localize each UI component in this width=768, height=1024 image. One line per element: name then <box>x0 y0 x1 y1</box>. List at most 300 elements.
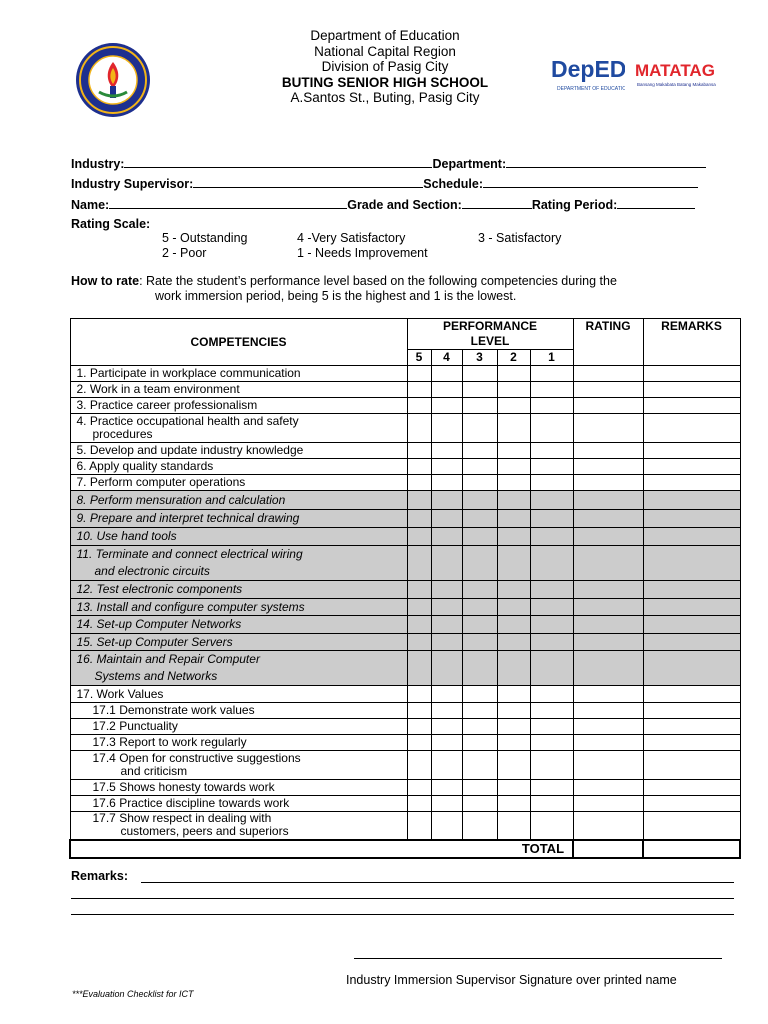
competency-text: 17.1 Demonstrate work values <box>92 703 255 717</box>
level-2-cell[interactable] <box>497 735 530 751</box>
header-block <box>200 28 570 106</box>
level-5-cell[interactable] <box>407 616 431 634</box>
total-label: TOTAL <box>70 840 573 858</box>
table-row <box>70 510 740 528</box>
signature-line[interactable] <box>354 958 722 959</box>
rating-cell[interactable] <box>573 475 643 491</box>
remarks-cell[interactable] <box>643 735 740 751</box>
level-3-cell[interactable] <box>462 443 497 459</box>
remarks-cell[interactable] <box>643 616 740 634</box>
rating-period-label: Rating Period: <box>531 198 618 212</box>
table-row <box>70 475 740 491</box>
competency-label <box>70 528 407 546</box>
matatag-logo <box>634 56 726 90</box>
table-row <box>70 382 740 398</box>
rating-cell[interactable] <box>573 366 643 382</box>
level-2-cell[interactable] <box>497 634 530 651</box>
level-4-cell[interactable] <box>431 780 462 796</box>
competency-text: 17.5 Shows honesty towards work <box>92 780 275 794</box>
level-3-header: 3 <box>462 350 497 366</box>
table-row <box>70 651 740 686</box>
competency-label <box>70 686 407 703</box>
level-4-cell[interactable] <box>431 491 462 510</box>
table-row <box>70 414 740 443</box>
level-5-cell[interactable] <box>407 510 431 528</box>
level-5-cell[interactable] <box>407 780 431 796</box>
rating-cell[interactable] <box>573 528 643 546</box>
level-2-cell[interactable] <box>497 528 530 546</box>
total-remarks-cell[interactable] <box>643 840 740 858</box>
competency-text: 10. Use hand tools <box>76 529 177 543</box>
rating-cell[interactable] <box>573 382 643 398</box>
level-1-cell[interactable] <box>530 796 573 812</box>
table-row <box>70 719 740 735</box>
rating-cell[interactable] <box>573 686 643 703</box>
competency-text: 2. Work in a team environment <box>76 382 240 396</box>
header-competencies: COMPETENCIES <box>70 319 407 366</box>
level-1-cell[interactable] <box>530 812 573 840</box>
level-3-cell[interactable] <box>462 686 497 703</box>
level-3-cell[interactable] <box>462 528 497 546</box>
header-level-text: LEVEL <box>470 334 510 348</box>
remarks-cell[interactable] <box>643 581 740 599</box>
table-row <box>70 703 740 719</box>
remarks-cell[interactable] <box>643 382 740 398</box>
remarks-line-2[interactable] <box>71 898 734 899</box>
level-4-cell[interactable] <box>431 616 462 634</box>
remarks-cell[interactable] <box>643 599 740 616</box>
level-1-cell[interactable] <box>530 616 573 634</box>
level-2-cell[interactable] <box>497 796 530 812</box>
remarks-cell[interactable] <box>643 459 740 475</box>
level-2-cell[interactable] <box>497 510 530 528</box>
competency-text: 11. Terminate and connect electrical wiring <box>76 547 303 561</box>
rating-cell[interactable] <box>573 443 643 459</box>
level-3-cell[interactable] <box>462 414 497 443</box>
rating-cell[interactable] <box>573 616 643 634</box>
level-4-cell[interactable] <box>431 686 462 703</box>
remarks-cell[interactable] <box>643 703 740 719</box>
level-3-cell[interactable] <box>462 796 497 812</box>
level-4-cell[interactable] <box>431 382 462 398</box>
rating-scale-5: 5 - Outstanding <box>162 231 248 245</box>
rating-scale-3: 3 - Satisfactory <box>478 231 562 245</box>
schedule-field[interactable] <box>483 175 698 188</box>
department-field[interactable] <box>506 155 706 168</box>
competency-label <box>70 599 407 616</box>
competency-text: 17. Work Values <box>76 686 164 701</box>
competency-label <box>70 414 407 443</box>
level-1-cell[interactable] <box>530 703 573 719</box>
grade-section-label: Grade and Section: <box>347 198 462 212</box>
table-row <box>70 686 740 703</box>
level-4-cell[interactable] <box>431 796 462 812</box>
rating-cell[interactable] <box>573 812 643 840</box>
level-5-cell[interactable] <box>407 528 431 546</box>
level-5-cell[interactable] <box>407 751 431 780</box>
competency-text: 17.2 Punctuality <box>92 719 178 733</box>
level-3-cell[interactable] <box>462 751 497 780</box>
school-seal-logo <box>75 42 151 118</box>
level-5-cell[interactable] <box>407 599 431 616</box>
level-4-cell[interactable] <box>431 751 462 780</box>
competency-label <box>70 459 407 475</box>
competency-text: 12. Test electronic components <box>76 582 243 596</box>
level-2-cell[interactable] <box>497 581 530 599</box>
rating-cell[interactable] <box>573 459 643 475</box>
table-row <box>70 443 740 459</box>
competency-text: 16. Maintain and Repair Computer <box>76 652 260 666</box>
level-1-cell[interactable] <box>530 510 573 528</box>
total-rating-cell[interactable] <box>573 840 643 858</box>
level-2-cell[interactable] <box>497 616 530 634</box>
competency-text: 8. Perform mensuration and calculation <box>76 492 286 507</box>
level-1-cell[interactable] <box>530 528 573 546</box>
level-3-cell[interactable] <box>462 546 497 581</box>
how-to-rate-line1 <box>71 274 617 288</box>
header-address: A.Santos St., Buting, Pasig City <box>290 90 480 105</box>
remarks-cell[interactable] <box>643 634 740 651</box>
level-5-header: 5 <box>407 350 431 366</box>
table-row <box>70 581 740 599</box>
table-row <box>70 751 740 780</box>
industry-supervisor-field[interactable] <box>193 175 423 188</box>
remarks-label: Remarks: <box>71 869 128 883</box>
grade-section-field[interactable] <box>462 196 532 209</box>
competency-label <box>70 780 407 796</box>
competency-text: 17.7 Show respect in dealing with <box>92 811 272 826</box>
header-remarks: REMARKS <box>643 319 740 366</box>
level-4-cell[interactable] <box>431 634 462 651</box>
level-1-cell[interactable] <box>530 599 573 616</box>
level-4-cell[interactable] <box>431 398 462 414</box>
industry-field[interactable] <box>124 155 432 168</box>
competency-table <box>69 318 741 859</box>
remarks-line-3[interactable] <box>71 914 734 915</box>
level-1-cell[interactable] <box>530 475 573 491</box>
competency-label <box>70 719 407 735</box>
level-5-cell[interactable] <box>407 398 431 414</box>
level-4-cell[interactable] <box>431 366 462 382</box>
competency-label <box>70 382 407 398</box>
level-1-cell[interactable] <box>530 398 573 414</box>
how-to-rate-label: How to rate <box>71 274 140 288</box>
level-3-cell[interactable] <box>462 459 497 475</box>
level-2-cell[interactable] <box>497 491 530 510</box>
table-row <box>70 634 740 651</box>
competency-text-continued: Systems and Networks <box>94 669 218 683</box>
remarks-cell[interactable] <box>643 366 740 382</box>
level-1-cell[interactable] <box>530 686 573 703</box>
remarks-cell[interactable] <box>643 812 740 840</box>
competency-label <box>70 475 407 491</box>
level-3-cell[interactable] <box>462 651 497 686</box>
total-row <box>70 840 740 858</box>
level-1-cell[interactable] <box>530 780 573 796</box>
level-5-cell[interactable] <box>407 686 431 703</box>
rating-cell[interactable] <box>573 719 643 735</box>
rating-cell[interactable] <box>573 796 643 812</box>
rating-cell[interactable] <box>573 634 643 651</box>
remarks-cell[interactable] <box>643 719 740 735</box>
competency-text: 17.4 Open for constructive suggestions <box>92 751 301 765</box>
competency-text: 4. Practice occupational health and safety <box>76 414 299 428</box>
level-4-cell[interactable] <box>431 510 462 528</box>
rating-scale-label: Rating Scale: <box>71 217 151 231</box>
level-5-cell[interactable] <box>407 443 431 459</box>
level-5-cell[interactable] <box>407 475 431 491</box>
rating-cell[interactable] <box>573 780 643 796</box>
competency-text: 17.3 Report to work regularly <box>92 735 247 749</box>
level-1-cell[interactable] <box>530 546 573 581</box>
competency-text: 3. Practice career professionalism <box>76 398 258 412</box>
remarks-cell[interactable] <box>643 398 740 414</box>
industry-label: Industry: <box>71 157 125 171</box>
remarks-cell[interactable] <box>643 651 740 686</box>
rating-cell[interactable] <box>573 703 643 719</box>
competency-label <box>70 651 407 686</box>
competency-text: 1. Participate in workplace communication <box>76 366 301 380</box>
table-row <box>70 616 740 634</box>
header-department: Department of Education <box>310 28 460 43</box>
level-5-cell[interactable] <box>407 546 431 581</box>
info-row-name <box>71 196 721 212</box>
level-2-cell[interactable] <box>497 751 530 780</box>
signature-caption: Industry Immersion Supervisor Signature over printed name <box>346 973 677 987</box>
level-2-cell[interactable] <box>497 398 530 414</box>
level-2-cell[interactable] <box>497 459 530 475</box>
level-5-cell[interactable] <box>407 812 431 840</box>
competency-label <box>70 634 407 651</box>
level-3-cell[interactable] <box>462 812 497 840</box>
competency-text-continued: and electronic circuits <box>94 564 210 578</box>
competency-text: 6. Apply quality standards <box>76 459 214 473</box>
level-5-cell[interactable] <box>407 735 431 751</box>
competency-label <box>70 546 407 581</box>
level-1-cell[interactable] <box>530 382 573 398</box>
competency-label <box>70 491 407 510</box>
rating-cell[interactable] <box>573 599 643 616</box>
level-2-cell[interactable] <box>497 703 530 719</box>
level-4-cell[interactable] <box>431 812 462 840</box>
table-row <box>70 735 740 751</box>
level-3-cell[interactable] <box>462 475 497 491</box>
competency-text: 13. Install and configure computer systems <box>76 599 305 614</box>
competency-text: 14. Set-up Computer Networks <box>76 617 242 631</box>
header-rating: RATING <box>573 319 643 366</box>
rating-cell[interactable] <box>573 581 643 599</box>
level-3-cell[interactable] <box>462 599 497 616</box>
rating-cell[interactable] <box>573 651 643 686</box>
level-5-cell[interactable] <box>407 703 431 719</box>
header-division: Division of Pasig City <box>321 59 449 74</box>
level-3-cell[interactable] <box>462 703 497 719</box>
info-row-supervisor <box>71 175 721 191</box>
table-row <box>70 459 740 475</box>
table-row <box>70 812 740 840</box>
remarks-cell[interactable] <box>643 414 740 443</box>
level-3-cell[interactable] <box>462 780 497 796</box>
level-2-cell[interactable] <box>497 382 530 398</box>
level-4-header: 4 <box>431 350 462 366</box>
level-4-cell[interactable] <box>431 475 462 491</box>
level-4-cell[interactable] <box>431 414 462 443</box>
competency-label <box>70 398 407 414</box>
level-3-cell[interactable] <box>462 382 497 398</box>
level-3-cell[interactable] <box>462 398 497 414</box>
table-row <box>70 780 740 796</box>
remarks-cell[interactable] <box>643 528 740 546</box>
remarks-cell[interactable] <box>643 491 740 510</box>
level-1-cell[interactable] <box>530 634 573 651</box>
level-4-cell[interactable] <box>431 703 462 719</box>
competency-label <box>70 366 407 382</box>
competency-text: 15. Set-up Computer Servers <box>76 634 233 649</box>
level-5-cell[interactable] <box>407 634 431 651</box>
table-row <box>70 528 740 546</box>
level-2-cell[interactable] <box>497 651 530 686</box>
table-row <box>70 599 740 616</box>
level-4-cell[interactable] <box>431 581 462 599</box>
matatag-logo-text: MATATAG <box>635 61 715 80</box>
level-3-cell[interactable] <box>462 491 497 510</box>
level-5-cell[interactable] <box>407 651 431 686</box>
schedule-label: Schedule: <box>423 177 483 191</box>
remarks-cell[interactable] <box>643 443 740 459</box>
level-5-cell[interactable] <box>407 719 431 735</box>
header-performance-level <box>407 319 573 350</box>
rating-cell[interactable] <box>573 398 643 414</box>
level-3-cell[interactable] <box>462 510 497 528</box>
level-1-cell[interactable] <box>530 491 573 510</box>
level-4-cell[interactable] <box>431 459 462 475</box>
rating-cell[interactable] <box>573 491 643 510</box>
level-1-header: 1 <box>530 350 573 366</box>
level-5-cell[interactable] <box>407 796 431 812</box>
deped-logo-text: DepED <box>551 56 625 82</box>
competency-label <box>70 812 407 840</box>
level-3-cell[interactable] <box>462 366 497 382</box>
level-2-cell[interactable] <box>497 599 530 616</box>
level-4-cell[interactable] <box>431 443 462 459</box>
level-1-cell[interactable] <box>530 459 573 475</box>
level-1-cell[interactable] <box>530 751 573 780</box>
level-4-cell[interactable] <box>431 651 462 686</box>
competency-label <box>70 735 407 751</box>
how-to-rate-text1: : Rate the student’s performance level based on the following competencies during the <box>139 274 617 288</box>
level-4-cell[interactable] <box>431 599 462 616</box>
level-4-cell[interactable] <box>431 528 462 546</box>
footer-note: ***Evaluation Checklist for ICT <box>72 989 194 999</box>
rating-cell[interactable] <box>573 735 643 751</box>
remarks-cell[interactable] <box>643 751 740 780</box>
level-3-cell[interactable] <box>462 616 497 634</box>
level-4-cell[interactable] <box>431 735 462 751</box>
info-row-industry <box>71 155 721 171</box>
remarks-cell[interactable] <box>643 796 740 812</box>
table-row <box>70 398 740 414</box>
level-2-cell[interactable] <box>497 443 530 459</box>
level-2-header: 2 <box>497 350 530 366</box>
level-1-cell[interactable] <box>530 581 573 599</box>
competency-label <box>70 510 407 528</box>
industry-supervisor-label: Industry Supervisor: <box>71 177 194 191</box>
rating-cell[interactable] <box>573 414 643 443</box>
level-2-cell[interactable] <box>497 780 530 796</box>
remarks-cell[interactable] <box>643 686 740 703</box>
level-2-cell[interactable] <box>497 686 530 703</box>
competency-label <box>70 581 407 599</box>
level-2-cell[interactable] <box>497 719 530 735</box>
competency-label <box>70 616 407 634</box>
level-5-cell[interactable] <box>407 459 431 475</box>
matatag-logo-subtext: Bansang Makabata Batang Makabansa <box>637 82 716 87</box>
deped-logo <box>549 50 625 96</box>
level-4-cell[interactable] <box>431 719 462 735</box>
department-label: Department: <box>432 157 507 171</box>
remarks-cell[interactable] <box>643 546 740 581</box>
header-school-name: BUTING SENIOR HIGH SCHOOL <box>281 74 489 90</box>
header-region: National Capital Region <box>314 43 456 59</box>
level-1-cell[interactable] <box>530 651 573 686</box>
competency-label <box>70 703 407 719</box>
level-2-cell[interactable] <box>497 475 530 491</box>
competency-text: 7. Perform computer operations <box>76 475 246 489</box>
competency-text: 17.6 Practice discipline towards work <box>92 796 290 810</box>
rating-cell[interactable] <box>573 510 643 528</box>
competency-text-continued: and criticism <box>120 764 188 778</box>
remarks-line-1[interactable] <box>141 882 734 883</box>
level-2-cell[interactable] <box>497 546 530 581</box>
competency-label <box>70 796 407 812</box>
level-3-cell[interactable] <box>462 634 497 651</box>
level-3-cell[interactable] <box>462 735 497 751</box>
rating-period-field[interactable] <box>617 196 695 209</box>
level-2-cell[interactable] <box>497 414 530 443</box>
table-row <box>70 491 740 510</box>
level-5-cell[interactable] <box>407 414 431 443</box>
level-1-cell[interactable] <box>530 443 573 459</box>
level-1-cell[interactable] <box>530 414 573 443</box>
rating-cell[interactable] <box>573 546 643 581</box>
level-2-cell[interactable] <box>497 366 530 382</box>
table-row <box>70 796 740 812</box>
name-label: Name: <box>71 198 110 212</box>
competency-text: 5. Develop and update industry knowledge <box>76 443 304 457</box>
remarks-cell[interactable] <box>643 510 740 528</box>
level-1-cell[interactable] <box>530 735 573 751</box>
level-4-cell[interactable] <box>431 546 462 581</box>
table-row <box>70 546 740 581</box>
level-1-cell[interactable] <box>530 719 573 735</box>
level-3-cell[interactable] <box>462 581 497 599</box>
deped-logo-subtext: DEPARTMENT OF EDUCATION <box>557 86 625 92</box>
level-5-cell[interactable] <box>407 366 431 382</box>
level-5-cell[interactable] <box>407 581 431 599</box>
name-field[interactable] <box>109 196 347 209</box>
level-5-cell[interactable] <box>407 382 431 398</box>
remarks-cell[interactable] <box>643 780 740 796</box>
level-3-cell[interactable] <box>462 719 497 735</box>
level-1-cell[interactable] <box>530 366 573 382</box>
level-2-cell[interactable] <box>497 812 530 840</box>
rating-scale-1: 1 - Needs Improvement <box>297 246 428 260</box>
rating-cell[interactable] <box>573 751 643 780</box>
competency-text-continued: customers, peers and superiors <box>120 824 289 839</box>
remarks-cell[interactable] <box>643 475 740 491</box>
level-5-cell[interactable] <box>407 491 431 510</box>
competency-text-continued: procedures <box>92 427 153 441</box>
